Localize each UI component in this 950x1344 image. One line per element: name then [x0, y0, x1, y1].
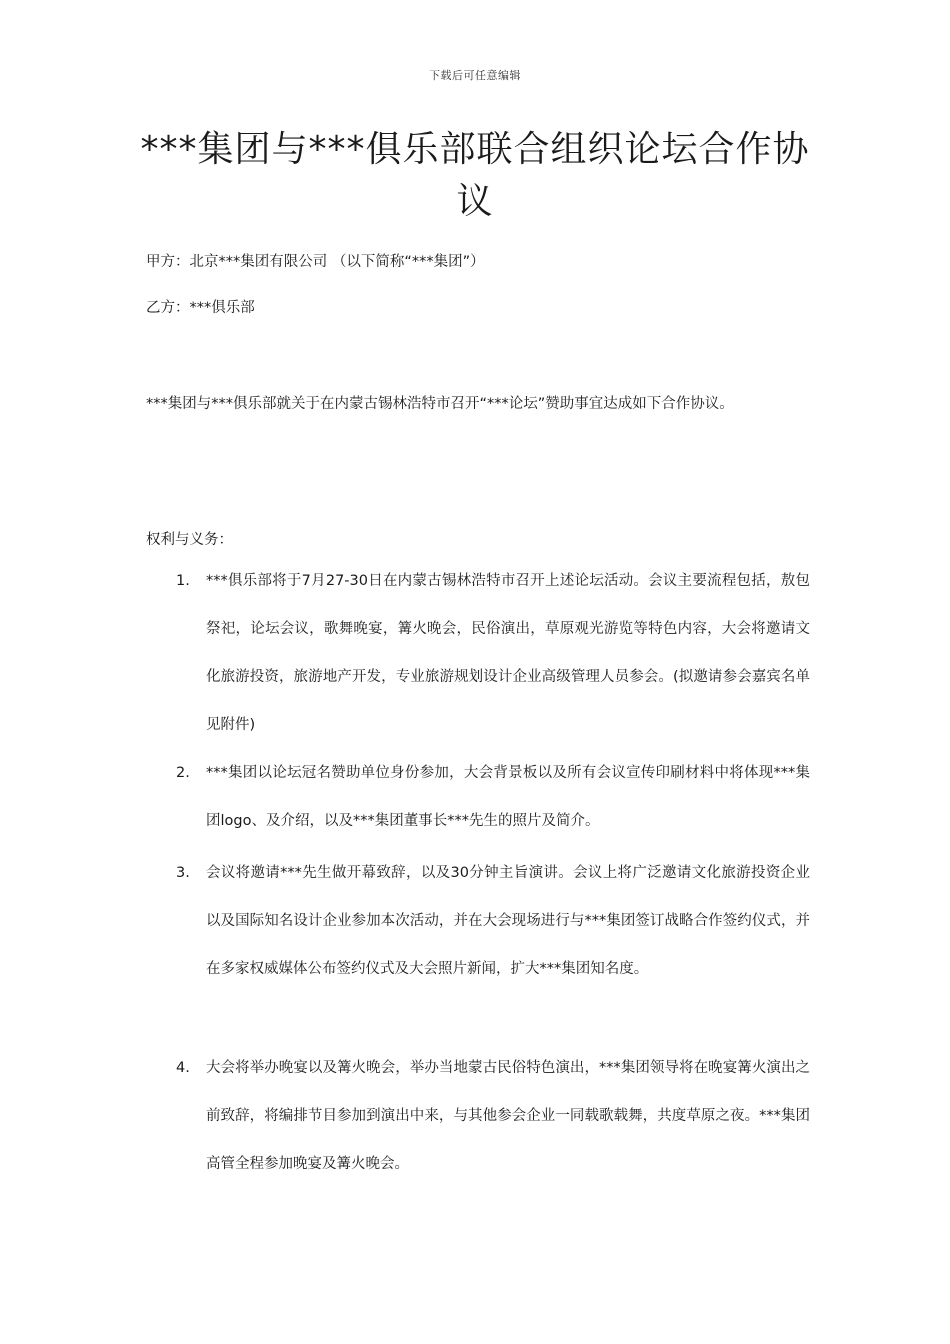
list-item-text: ***俱乐部将于7月27-30日在内蒙古锡林浩特市召开上述论坛活动。会议主要流程包括，敖包祭祀，论坛会议，歌舞晚宴，篝火晚会，民俗演出，草原观光游览等特色内容，大会将邀请文化旅游投资，旅游地产开发，专业旅游规划设计企业高级管理人员参会。(拟邀请参会嘉宾名单见附件) [206, 573, 810, 733]
list-item-number: 4. [176, 1060, 190, 1076]
section-heading: 权利与义务： [146, 532, 233, 548]
list-item-text: 大会将举办晚宴以及篝火晚会，举办当地蒙古民俗特色演出，***集团领导将在晚宴篝火演出之前致辞，将编排节目参加到演出中来，与其他参会企业一同载歌载舞，共度草原之夜。***集团高管全程参加晚宴及篝火晚会。 [206, 1060, 810, 1172]
header-note: 下载后可任意编辑 [429, 69, 521, 82]
list-item-number: 3. [176, 865, 190, 881]
list-item [176, 1044, 810, 1188]
document-title: ***集团与***俱乐部联合组织论坛合作协议 [140, 129, 810, 222]
list-item-number: 2. [176, 765, 190, 781]
list-item [176, 749, 810, 845]
party-a-line: 甲方：北京***集团有限公司 （以下简称“***集团”） [146, 254, 485, 270]
list-item-number: 1. [176, 573, 190, 589]
list-item [176, 557, 810, 749]
list-item-text: 会议将邀请***先生做开幕致辞，以及30分钟主旨演讲。会议上将广泛邀请文化旅游投资企业以及国际知名设计企业参加本次活动，并在大会现场进行与***集团签订战略合作签约仪式，并在多家权威媒体公布签约仪式及大会照片新闻，扩大***集团知名度。 [206, 865, 810, 977]
party-b-line: 乙方：***俱乐部 [146, 300, 255, 316]
list-item [176, 849, 810, 993]
intro-paragraph: ***集团与***俱乐部就关于在内蒙古锡林浩特市召开“***论坛”赞助事宜达成如下合作协议。 [146, 396, 734, 412]
list-item-text: ***集团以论坛冠名赞助单位身份参加，大会背景板以及所有会议宣传印刷材料中将体现***集团logo、及介绍，以及***集团董事长***先生的照片及简介。 [206, 765, 810, 829]
